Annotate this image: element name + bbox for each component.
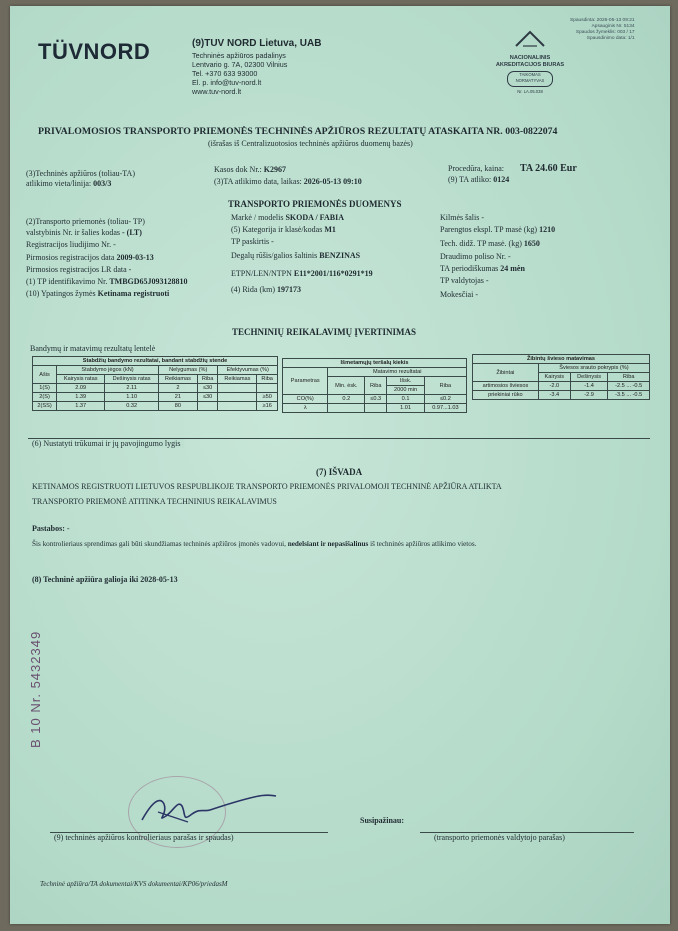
emissions-subheader: Išsk. [387, 377, 425, 386]
fuel-field [231, 251, 360, 260]
maxmass-value: 1650 [523, 239, 540, 248]
line-value: 003/3 [93, 179, 112, 188]
category-label: (5) Kategorija ir klasė/kodas [231, 225, 323, 234]
appeal-text-pre: Šis kontrolieriaus sprendimas gali būti skundžiamas techninės apžiūros įmonės vadovui, [32, 540, 286, 548]
table-row [283, 404, 467, 413]
datetime-value: 2026-05-13 09:10 [303, 177, 362, 186]
station-label: (3)Techninės apžiūros (toliau-TA) [26, 169, 135, 178]
vin-value: TMBGD65J093128810 [109, 277, 188, 286]
signature-right-caption: (transporto priemonės valdytojo parašas) [434, 833, 565, 842]
table-cell: 80 [158, 402, 197, 411]
fuel-value: BENZINAS [319, 251, 361, 260]
vehicle-heading: TRANSPORTO PRIEMONĖS DUOMENYS [228, 199, 402, 209]
address-line: Lentvario g. 7A, 02300 Vilnius [192, 60, 288, 69]
mass-field [440, 225, 555, 234]
logo-text: TÜVNORD [38, 39, 151, 64]
house-roof-icon [510, 28, 550, 50]
etpn-value: E11*2001/116*0291*19 [293, 269, 373, 278]
table-row [33, 393, 278, 402]
table-cell: -2.9 [570, 391, 608, 400]
seal-line: Nr. LA.05.038 [517, 89, 543, 94]
table-cell: ≤30 [197, 384, 218, 393]
marks-field [26, 289, 169, 298]
emissions-table [282, 358, 467, 413]
table-cell: -3.5 ... -0.5 [608, 391, 650, 400]
datetime-field [214, 177, 362, 186]
brakes-caption: Stabdžių bandymo rezultatai, bandant stabdžių stende [33, 357, 278, 366]
mass-value: 1210 [539, 225, 556, 234]
brakes-header: Stabdymo jėgos (kN) [57, 366, 159, 375]
brakes-subheader: Riba [197, 375, 218, 384]
print-info-line: Spausdinta: 2026-05-13 09:21 [570, 18, 635, 23]
origin-label: Kilmės šalis - [440, 213, 484, 222]
insurance-label: Draudimo poliso Nr. - [440, 252, 511, 261]
plate-field [26, 228, 142, 237]
period-field [440, 264, 525, 273]
maxmass-field [440, 239, 540, 248]
procedure-value: TA 24.60 Eur [519, 163, 577, 174]
lights-subheader: Dešinysis [570, 373, 608, 382]
seal-badge [507, 71, 553, 87]
serial-number: B 10 Nr. 5432349 [28, 630, 43, 748]
category-value: M1 [324, 225, 336, 234]
lights-table [472, 354, 650, 400]
datetime-label: (3)TA atlikimo data, laikas: [214, 177, 302, 186]
table-row [473, 382, 650, 391]
brakes-subheader: Reikiamas [158, 375, 197, 384]
emissions-subheader: 2000 min [387, 386, 425, 395]
print-info-line: Apsauginis Nr. 5134 [591, 24, 635, 29]
table-cell: 1.37 [57, 402, 105, 411]
table-cell: 1.10 [105, 393, 159, 402]
notes-value: - [66, 524, 70, 533]
report-title: PRIVALOMOSIOS TRANSPORTO PRIEMONĖS TECHNINĖS APŽIŪROS REZULTATŲ ATASKAITA NR. 003-0822074 [38, 126, 558, 137]
receipt-field [214, 165, 286, 174]
table-cell: artimosios šviesos [473, 382, 539, 391]
table-cell: ≤0.2 [424, 395, 466, 404]
address-line: www.tuv-nord.lt [192, 87, 242, 96]
validity-line: (8) Techninė apžiūra galioja iki 2028-05-13 [32, 575, 178, 584]
report-subtitle: (išrašas iš Centralizuotosios techninės apžiūros duomenų bazės) [208, 139, 413, 148]
table-cell: -2.0 [538, 382, 570, 391]
vin-field [26, 277, 188, 286]
footer-path: Techninė apžiūra/TA dokumentai/KVS dokumentai/KP06/priedasM [40, 880, 228, 888]
address-line: Techninės apžiūros padalinys [192, 51, 286, 60]
table-cell: -2.5 ... -0.5 [608, 382, 650, 391]
etpn-field [231, 269, 373, 278]
fuel-label: Degalų rūšis/galios šaltinis [231, 251, 318, 260]
seal-line: NACIONALINIS [509, 55, 551, 61]
table-cell: ≤0.3 [365, 395, 387, 404]
period-label: TA periodiškumas [440, 264, 499, 273]
period-value: 24 mėn [500, 264, 525, 273]
table-cell: -3.4 [538, 391, 570, 400]
make-value: SKODA / FABIA [285, 213, 344, 222]
table-cell: 1.01 [387, 404, 425, 413]
table-cell [218, 402, 257, 411]
first-reg-label: Pirmosios registracijos data [26, 253, 115, 262]
table-cell [257, 384, 278, 393]
receipt-value: K2967 [263, 165, 287, 174]
brakes-header: Nelygumas (%) [158, 366, 218, 375]
brakes-header: Ašis [33, 366, 57, 384]
table-cell [365, 404, 387, 413]
print-info-line: Spaudos žymeklis: 003 / 17 [575, 30, 635, 35]
table-cell: 0.2 [328, 395, 365, 404]
table-cell: 21 [158, 393, 197, 402]
etpn-label: ETPN/LEN/NTPN [231, 269, 292, 278]
seal-line: AKREDITACIJOS BIURAS [495, 62, 565, 68]
performer-field [448, 175, 509, 184]
lights-caption: Žibintų švieso matavimas [473, 355, 650, 364]
table-cell: 0.97...1.03 [424, 404, 466, 413]
table-cell: 2(SS) [33, 402, 57, 411]
marks-value: Ketinama registruoti [97, 289, 170, 298]
tax-label: Mokesčiai - [440, 290, 478, 299]
table-row [473, 391, 650, 400]
table-cell: 2.11 [105, 384, 159, 393]
lights-header: Žibintai [473, 364, 539, 382]
emissions-subheader: Riba [365, 377, 387, 395]
accreditation-seal [485, 28, 575, 108]
print-info-line: Spausdinimo data: 1/1 [586, 36, 635, 41]
lights-subheader: Riba [608, 373, 650, 382]
seal-line: NORMATYVAS [515, 78, 545, 83]
company-name: (9)TUV NORD Lietuva, UAB [192, 38, 322, 49]
notes-label: Pastabos: [32, 524, 65, 533]
emissions-subheader: Min. ėsk. [328, 377, 365, 395]
performer-value: 0124 [493, 175, 510, 184]
address-line: El. p. info@tuv-nord.lt [192, 78, 262, 87]
table-cell: 1.39 [57, 393, 105, 402]
appeal-text-bold: nedelsiant ir nepasišalinus [287, 540, 369, 548]
vin-label: (1) TP identifikavimo Nr. [26, 277, 108, 286]
print-info [570, 18, 635, 42]
lights-header: Šviesos srauto pokrypis (%) [538, 364, 649, 373]
plate-label-2: valstybinis Nr. ir šalies kodas [26, 228, 120, 237]
table-cell: ≤30 [197, 393, 218, 402]
table-cell: 0.1 [387, 395, 425, 404]
marks-label: (10) Ypatingos žymės [26, 289, 96, 298]
emissions-header: Matavimo rezultatai [328, 368, 467, 377]
brakes-table [32, 356, 278, 411]
table-row [283, 395, 467, 404]
tech-heading: TECHNINIŲ REIKALAVIMŲ ĮVERTINIMAS [232, 327, 417, 337]
line-label-text: atlikimo vieta/linija: [26, 179, 92, 188]
emissions-subheader: Riba [424, 377, 466, 395]
appeal-text [32, 540, 476, 548]
emissions-caption: Išmetamųjų teršalų kiekis [283, 359, 467, 368]
first-reg-lt-label: Pirmosios registracijos LR data - [26, 265, 132, 274]
table-cell: priekiniai rūko [473, 391, 539, 400]
table-cell: CO(%) [283, 395, 328, 404]
mass-label: Parengtos ekspl. TP masė (kg) [440, 225, 538, 234]
table-cell: λ [283, 404, 328, 413]
table-row [33, 384, 278, 393]
odometer-field [231, 285, 301, 294]
make-label: Markė / modelis [231, 213, 284, 222]
company-logo [38, 39, 150, 65]
plate-value: - (LT) [122, 228, 142, 237]
table-cell [328, 404, 365, 413]
brakes-header: Efektyvumas (%) [218, 366, 278, 375]
table-cell [218, 393, 257, 402]
table-cell: 2 [158, 384, 197, 393]
notes-field [32, 524, 70, 533]
brakes-subheader: Riba [257, 375, 278, 384]
conclusion-line: TRANSPORTO PRIEMONĖ ATITINKA TECHNINIUS REIKALAVIMUS [32, 497, 277, 506]
odometer-value: 197173 [277, 285, 301, 294]
signature-image [138, 792, 288, 832]
lights-subheader: Kairysis [538, 373, 570, 382]
conclusion-line: KETINAMOS REGISTRUOTI LIETUVOS RESPUBLIKOJE TRANSPORTO PRIEMONĖS PRIVALOMOJI TECHNINĖ APŽIŪRA ATLIKTA [32, 482, 502, 491]
table-cell: 1(S) [33, 384, 57, 393]
table-cell [197, 402, 218, 411]
table-cell: ≥16 [257, 402, 278, 411]
first-reg-field [26, 253, 154, 262]
signature-left-caption: (9) techninės apžiūros kontrolieriaus parašas ir spaudas) [54, 833, 234, 842]
brakes-subheader: Reikiamas [218, 375, 257, 384]
table-cell: ≥50 [257, 393, 278, 402]
odometer-label: (4) Rida (km) [231, 285, 275, 294]
brakes-subheader: Kairysis ratas [57, 375, 105, 384]
plate-label: (2)Transporto priemonės (toliau- TP) [26, 217, 145, 226]
procedure-field [448, 163, 577, 174]
table-cell [218, 384, 257, 393]
danger-label: (6) Nustatyti trūkumai ir jų pavojingumo lygis [32, 439, 184, 448]
seal-line: TAIKOMAS [519, 72, 541, 77]
purpose-label: TP paskirtis - [231, 237, 274, 246]
make-field [231, 213, 344, 222]
reg-doc-label: Registracijos liudijimo Nr. - [26, 240, 116, 249]
table-cell: 2.09 [57, 384, 105, 393]
maxmass-label: Tech. didž. TP masė. (kg) [440, 239, 522, 248]
procedure-label: Procedūra, kaina: [448, 164, 504, 173]
owner-label: TP valdytojas - [440, 276, 489, 285]
measure-caption: Bandymų ir matavimų rezultatų lentelė [30, 344, 156, 353]
address-line: Tel. +370 633 93000 [192, 69, 258, 78]
receipt-label: Kasos dok Nr.: [214, 165, 262, 174]
acknowledge-label: Susipažinau: [360, 816, 405, 825]
appeal-text-post: iš techninės apžiūros atlikimo vietos. [370, 540, 477, 548]
table-cell: 0.32 [105, 402, 159, 411]
table-cell: 2(S) [33, 393, 57, 402]
line-label [26, 179, 111, 188]
brakes-subheader: Dešinysis ratas [105, 375, 159, 384]
first-reg-value: 2009-03-13 [116, 253, 154, 262]
table-row [33, 402, 278, 411]
report-sheet [10, 6, 670, 924]
performer-label: (9) TA atliko: [448, 175, 492, 184]
table-cell: -1.4 [570, 382, 608, 391]
category-field [231, 225, 336, 234]
emissions-header: Parametras [283, 368, 328, 395]
conclusion-heading: (7) IŠVADA [316, 467, 363, 477]
